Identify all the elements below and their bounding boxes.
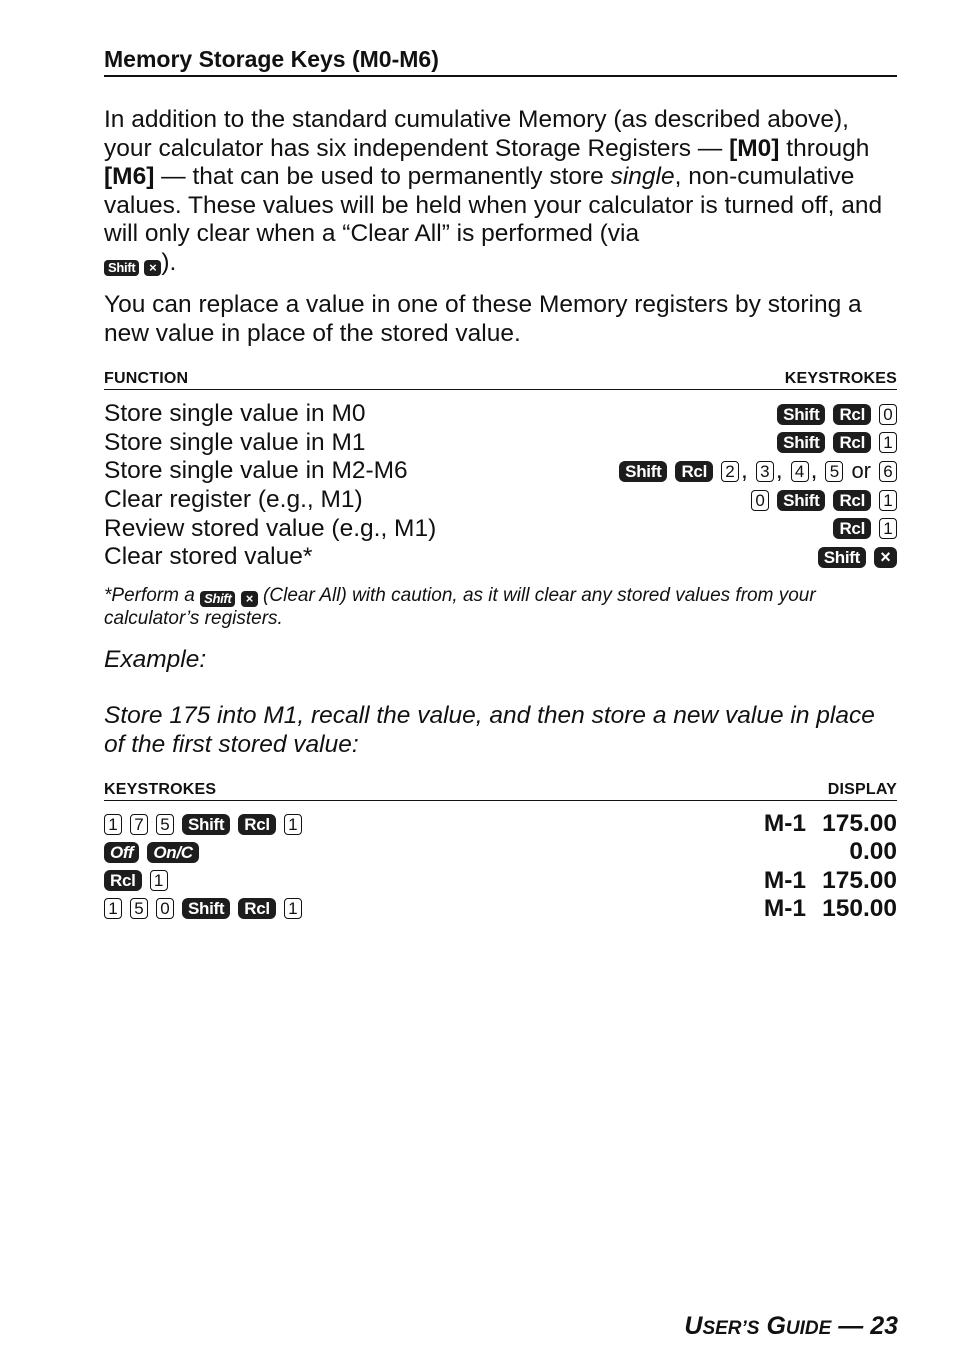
shift-key: Shift [619, 461, 667, 482]
digit-key: 6 [879, 461, 897, 482]
function-table-header [104, 370, 897, 390]
rcl-key: Rcl [833, 518, 871, 539]
page-content [104, 46, 897, 923]
example-text: Store 175 into M1, recall the value, and then store a new value in place of the first stored value: [104, 702, 875, 758]
rcl-key: Rcl [238, 898, 276, 919]
digit-key: 1 [284, 814, 302, 835]
table-row: Store single value in M0 Shift Rcl 0 [104, 400, 897, 429]
rcl-key: Rcl [675, 461, 713, 482]
times-key: × [874, 547, 897, 568]
replace-paragraph: You can replace a value in one of these Memory registers by storing a new value in place of the stored value. [104, 291, 862, 347]
digit-key: 1 [150, 870, 168, 891]
table-row [104, 838, 897, 866]
rcl-key: Rcl [104, 870, 142, 891]
digit-key: 7 [130, 814, 148, 835]
table-row [104, 866, 897, 894]
digit-key: 3 [756, 461, 774, 482]
shift-key: Shift [182, 898, 230, 919]
col-keystrokes: KEYSTROKES [104, 781, 217, 799]
digit-key: 0 [156, 898, 174, 919]
example-label: Example: [104, 645, 207, 673]
digit-key: 1 [284, 898, 302, 919]
digit-key: 1 [879, 432, 897, 453]
display-value: 0.00 [849, 838, 897, 866]
digit-key: 0 [751, 490, 769, 511]
section-title: Memory Storage Keys (M0-M6) [104, 46, 897, 77]
digit-key: 5 [156, 814, 174, 835]
col-keystrokes: KEYSTROKES [784, 370, 897, 387]
rcl-key: Rcl [833, 490, 871, 511]
display-value: M-1 150.00 [763, 894, 897, 922]
off-key: Off [104, 842, 139, 863]
shift-key: Shift [777, 432, 825, 453]
function-table [104, 400, 897, 572]
table-row [104, 810, 897, 838]
rcl-key: Rcl [238, 814, 276, 835]
display-value: M-1 175.00 [763, 810, 897, 838]
digit-key: 1 [104, 814, 122, 835]
on-clear-key: On/C [147, 842, 198, 863]
digit-key: 1 [879, 518, 897, 539]
table-row: Clear register (e.g., M1) 0 Shift Rcl 1 [104, 486, 897, 515]
digit-key: 2 [721, 461, 739, 482]
table-row: Clear stored value* Shift × [104, 543, 897, 572]
col-display: DISPLAY [827, 781, 897, 799]
digit-key: 5 [825, 461, 843, 482]
page-footer: USER’S GUIDE — 23 [684, 1312, 898, 1340]
footnote: *Perform a Shift × (Clear All) with caution, as it will clear any stored values from your calculator’s registers. [104, 584, 816, 629]
table-row: Store single value in M1 Shift Rcl 1 [104, 429, 897, 458]
example-table [104, 810, 897, 923]
table-row: Store single value in M2-M6 Shift Rcl 2 , 3 , 4 , 5 or 6 [104, 457, 897, 486]
shift-key: Shift [818, 547, 866, 568]
table-row [104, 895, 897, 923]
shift-key: Shift [777, 490, 825, 511]
shift-key: Shift [200, 591, 235, 607]
digit-key: 5 [130, 898, 148, 919]
shift-key: Shift [104, 260, 139, 276]
col-function: FUNCTION [104, 370, 189, 387]
table-row: Review stored value (e.g., M1) Rcl 1 [104, 514, 897, 543]
shift-key: Shift [777, 404, 825, 425]
example-table-header [104, 781, 897, 801]
digit-key: 4 [791, 461, 809, 482]
digit-key: 1 [104, 898, 122, 919]
digit-key: 1 [879, 490, 897, 511]
display-value: M-1 175.00 [763, 866, 897, 894]
rcl-key: Rcl [833, 432, 871, 453]
shift-key: Shift [182, 814, 230, 835]
digit-key: 0 [879, 404, 897, 425]
intro-paragraph: In addition to the standard cumulative Memory (as described above), your calculator has six independent Storage Registers — [M0] through [M6] — that can be used to permanently store single, non-cumulative values. These values will be held when your calculator is turned off, and will only clear when a “Clear All” is performed (via Shift × ). [104, 106, 883, 276]
times-key: × [241, 591, 258, 607]
times-key: × [144, 260, 161, 276]
rcl-key: Rcl [833, 404, 871, 425]
